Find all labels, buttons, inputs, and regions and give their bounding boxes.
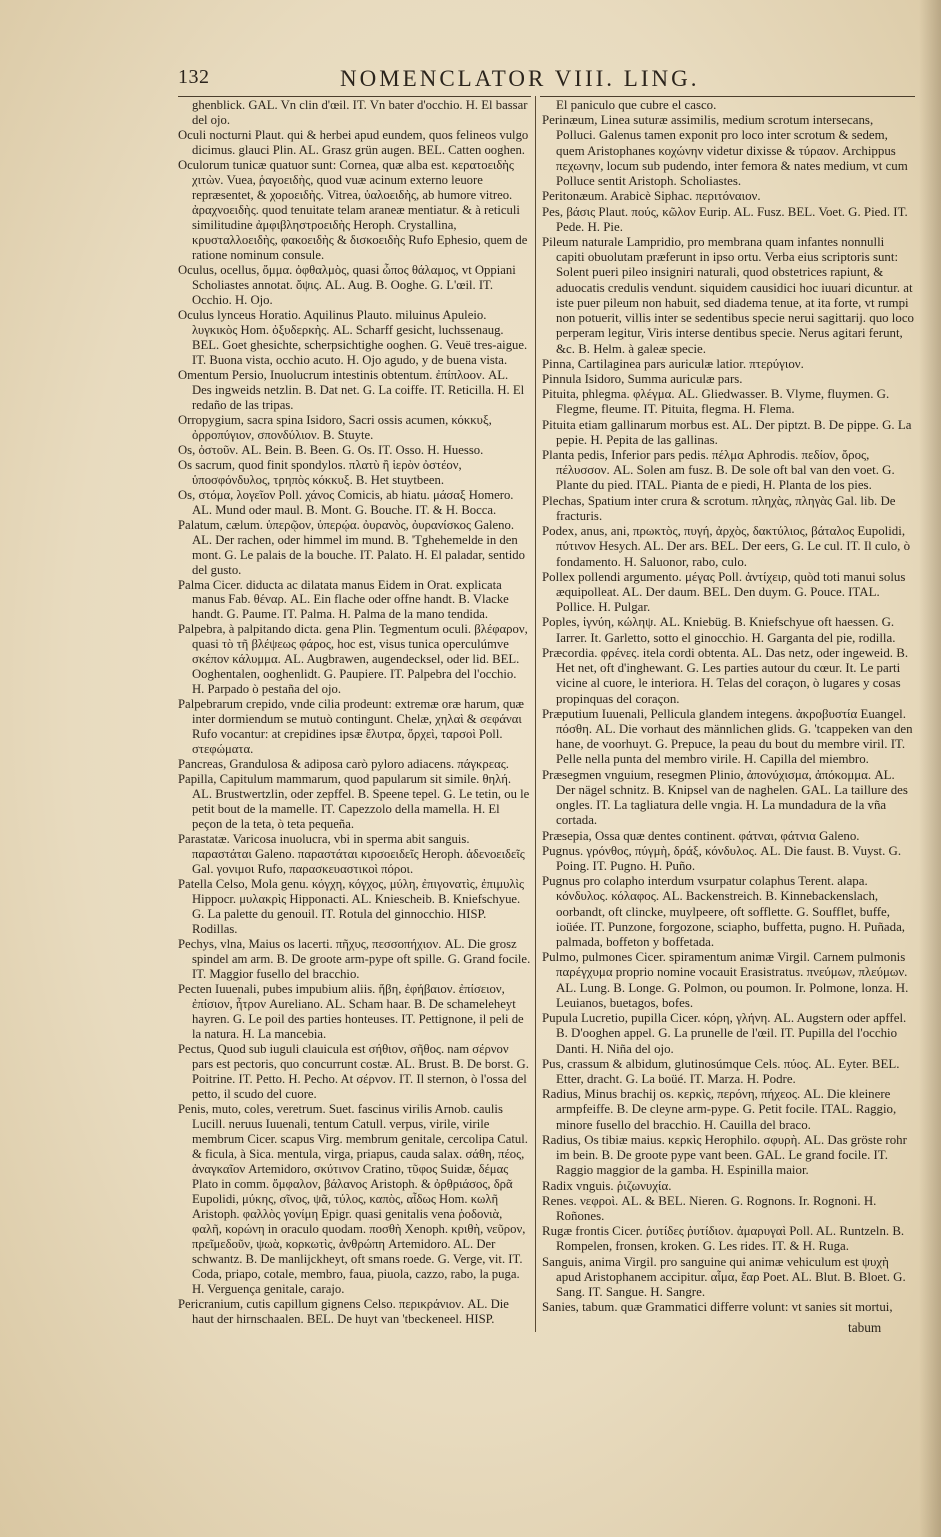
dictionary-entry: Pulmo, pulmones Cicer. spiramentum animæ Virgil. Carnem pulmonis παρέγχυμα proprio nomine vocauit Erasistratus. πνεύμων, πλεύμων. AL. Lung. B. Longe. G. Polmon, ou poumon. Ir. Polmone, lonza. H. Leuianos, buetagos, bofes. — [542, 950, 909, 1010]
dictionary-entry: Præputium Iuuenali, Pellicula glandem integens. ἀκροβυστία Euangel. πόσθη. AL. Die vorhaut des männlichen glids. G. 'tcappeken van den hane, de voorhuyt. G. Prepuce, la peau du bout du membre viril. IT. Pelle nella punta del membro virile. H. Capilla del miembro. — [542, 706, 913, 767]
dictionary-entry: Pituita, phlegma. φλέγμα. AL. Gliedwasser. B. Vlyme, fluymen. G. Flegme, fleume. IT. Pituita, flegma. H. Flema. — [542, 387, 890, 417]
dictionary-entry: Plechas, Spatium inter crura & scrotum. πληχὰς, πληγὰς Gal. lib. De fracturis. — [542, 493, 896, 523]
header-rule-left — [178, 96, 531, 97]
right-column — [542, 98, 914, 1316]
dictionary-entry: Podex, anus, ani, πρωκτὸς, πυγή, ἀρχὸς, δακτύλιος, βάταλος Eupolidi, πύτινον Hesych. AL. Der ars. BEL. Der eers, G. Le cul. IT. Il culo, ò fondamento. H. Saluonor, rabo, culo. — [542, 524, 911, 569]
dictionary-entry: Pupula Lucretio, pupilla Cicer. κόρη, γλήνη. AL. Augstern oder apffel. B. D'ooghen appel. G. La prunelle de l'œil. IT. Pupilla del l'occhio Danti. H. Niña del ojo. — [542, 1011, 907, 1056]
dictionary-entry: Sanies, tabum. quæ Grammatici differre volunt: vt sanies sit mortui, — [542, 1300, 893, 1315]
header-rule-right — [540, 96, 915, 97]
dictionary-entry: Poples, ἰγνύη, κώληψ. AL. Kniebüg. B. Kniefschyue oft haessen. G. Iarrer. It. Garletto, sotto el ginocchio. H. Garganta del pie, rodilla. — [542, 615, 896, 645]
page-number: 132 — [178, 66, 210, 88]
column-divider — [535, 96, 536, 1332]
dictionary-entry: ghenblick. GAL. Vn clin d'œil. IT. Vn bater d'occhio. H. El bassar del ojo. — [192, 98, 528, 127]
dictionary-entry: Pechys, vlna, Maius os lacerti. πῆχυς, πεσσοπήχιον. AL. Die grosz spindel am arm. B. De groote arm-pype oft spille. G. Grand focile. IT. Maggior fusello del bracchio. — [178, 937, 531, 982]
running-head — [178, 66, 918, 100]
dictionary-entry: Rugæ frontis Cicer. ῥυτίδες ῥυτίδιον. ἀμαρυγαὶ Poll. AL. Runtzeln. B. Rompelen, fronsen, kroken. G. Les rides. IT. & H. Ruga. — [542, 1224, 905, 1254]
dictionary-entry: Planta pedis, Inferior pars pedis. πέλμα Aphrodis. πεδίον, ὄρος, πέλυσσον. AL. Solen am fusz. B. De sole oft bal van den voet. G. Plante du pied. ITAL. Pianta de e piedi, H. Planta de los pies. — [542, 448, 895, 493]
dictionary-entry: Pericranium, cutis capillum gignens Celso. περικράνιον. AL. Die haut der hirnschaalen. BEL. De huyt van 'tbeckeneel. HISP. — [178, 1296, 509, 1326]
dictionary-entry: Oculus, ocellus, ὄμμα. ὀφθαλμὸς, quasi ὦπος θάλαμος, vt Oppiani Scholiastes annotat. ὄψις. AL. Aug. B. Ooghe. G. L'œil. IT. Occhio. H. Ojo. — [178, 262, 516, 307]
dictionary-entry: El paniculo que cubre el casco. — [556, 98, 717, 112]
page-edge-shadow — [919, 0, 941, 1537]
dictionary-entry: Papilla, Capitulum mammarum, quod papularum sit simile. θηλή. AL. Brustwertzlin, oder zepffel. B. Speene tepel. G. Le tetin, ou le petit bout de la mamelle. IT. Capezzolo della mamella. H. El peçon de la teta, ò teta pequeña. — [178, 772, 530, 832]
dictionary-entry: Renes. νεφροὶ. AL. & BEL. Nieren. G. Rognons. Ir. Rognoni. H. Roñones. — [542, 1193, 877, 1223]
dictionary-entry: Palpebra, à palpitando dicta. gena Plin. Tegmentum oculi. βλέφαρον, quasi τὸ τῆ βλέψεως φάρος, hoc est, visus tunica operculúmve σκέπον κάλυμμα. AL. Augbrawen, augendecksel, oder lid. BEL. Ooghentalen, ooghenlidt. G. Paupiere. IT. Palpebra del l'occhio. H. Parpado ò pestaña del ojo. — [178, 622, 528, 697]
dictionary-entry: Pinnula Isidoro, Summa auriculæ pars. — [542, 371, 743, 386]
dictionary-entry: Oculorum tunicæ quatuor sunt: Cornea, quæ alba est. κερατοειδὴς χιτὼν. Vuea, ῥαγοειδὴς, quod vuæ acinum externo leuore repræsentet, & χοροειδὴς. Vitrea, ὑαλοειδὴς, ab humore vitreo. ἀραχνοειδὴς. quod tenuitate telam araneæ mentiatur. & à reticuli similitudine ἀμφιβληστροειδὴς Heroph. Crystallina, κρυσταλλοειδὴς, φακοειδὴς & δισκοειδὴς Rufo Ephesio, quem de ratione nominum consule. — [178, 157, 528, 262]
dictionary-entry: Radius, Minus brachij os. κερκὶς, περόνη, πήχεος. AL. Die kleinere armpfeiffe. B. De cleyne arm-pype. G. Petit focile. ITAL. Raggio, minore fusello del bracchio. H. Cauilla del braco. — [542, 1087, 897, 1132]
dictionary-entry: Pinna, Cartilaginea pars auriculæ latior. πτερύγιον. — [542, 356, 804, 371]
dictionary-entry: Radius, Os tibiæ maius. κερκὶς Herophilo. σφυρὴ. AL. Das gröste rohr im bein. B. De groote pype vant been. GAL. Le grand focile. IT. Raggio maggior de la gamba. H. Espinilla maior. — [542, 1132, 907, 1178]
dictionary-entry: Omentum Persio, Inuolucrum intestinis obtentum. ἐπίπλοον. AL. Des ingweids netzlin. B. Dat net. G. La coiffe. IT. Reticilla. H. El redaño de las tripas. — [178, 367, 525, 412]
dictionary-entry: Pus, crassum & albidum, glutinosúmque Cels. πύος. AL. Eyter. BEL. Etter, dracht. G. La boüé. IT. Marza. H. Podre. — [542, 1056, 900, 1086]
dictionary-entry: Penis, muto, coles, veretrum. Suet. fascinus virilis Arnob. caulis Lucill. neruus Iuuenali, tentum Catull. verpus, virile, virile membrum Cicer. scapus Virg. membrum genitale, cercolipa Catul. & ficula, à Sica. mentula, virga, priapus, cauda salax. σάθη, πέος, ἀναγκαῖον Artemidoro, σκύτινον Cratino, τῦφος Suidæ, δέμας Plato in comm. ὄμφαλον, βάλανος Aristoph. & ὀρθριάσος, δρᾶ Eupolidi, μύκης, σῖνος, ψᾶ, τύλος, καπὸς, αἶδως Hom. κωλῆ Aristoph. φαλλὸς γονίμη Epigr. quasi genitalis vena ῥοδονιὰ, φαλῆ, κορώνη in oraculo quodam. ποσθὴ Xenoph. κριθὴ, νεῦρον, πρεῖμεδοῦν, ψωὰ, κορκωτὶς, ἀνθρώπη Artemidoro. AL. Der schwantz. B. De manlijckheyt, oft smans roede. G. Verge, vit. IT. Coda, priapo, cotale, membro, faua, piuola, cazzo, rabo, la puga. H. Verguença genitale, carajo. — [178, 1101, 528, 1296]
dictionary-entry: Pituita etiam gallinarum morbus est. AL. Der piptzt. B. De pippe. G. La pepie. H. Pepita de las gallinas. — [542, 417, 912, 447]
dictionary-entry: Palatum, cælum. ὑπερῷον, ὑπερῴα. ὀυρανὸς, ὀυρανίσκος Galeno. AL. Der rachen, oder himmel im mund. B. 'Tghehemelde in den mont. G. Le palais de la bouche. IT. Palato. H. El paladar, sentido del gusto. — [178, 517, 525, 577]
dictionary-entry: Præsepia, Ossa quæ dentes continent. φάτναι, φάτνια Galeno. — [542, 828, 860, 843]
dictionary-entry: Sanguis, anima Virgil. pro sanguine qui animæ vehiculum est ψυχὴ apud Aristophanem accipitur. αἷμα, ἔαρ Poet. AL. Blut. B. Bloet. G. Sang. IT. Sangue. H. Sangre. — [542, 1254, 906, 1300]
dictionary-entry: Præcordia. φρένες. itela cordi obtenta. AL. Das netz, oder ingeweid. B. Het net, oft d'inghewant. G. Les parties autour du cœur. It. Le parti vicine al cuore, le interiora. H. Telas del coraçon, ò lugares y cosas propinquas del coraçon. — [542, 645, 909, 706]
dictionary-entry: Pancreas, Grandulosa & adiposa carò pyloro adiacens. πάγκρεας. — [178, 757, 509, 772]
dictionary-entry: Palma Cicer. diducta ac dilatata manus Eidem in Orat. explicata manus Fab. θέναρ. AL. Ein flache oder offne handt. B. Vlacke handt. G. Paume. IT. Palma. H. Palma de la mano tendida. — [178, 577, 509, 622]
dictionary-entry: Palpebrarum crepido, vnde cilia prodeunt: extremæ oræ harum, quæ inter dormiendum se mutuò contingunt. Chelæ, χηλαὶ & σεφάναι Rufo vocantur: at crepidines ipsæ ἔλυτρα, ὄρχεὶ, ταρσοὶ Poll. στεφώματα. — [178, 697, 524, 757]
dictionary-entry: Præsegmen vnguium, resegmen Plinio, ἀπονύχισμα, ἀπόκομμα. AL. Der nägel schnitz. B. Knipsel van de naghelen. GAL. La taillure des ongles. IT. La tagliatura delle vngia. H. La mundadura de la vña cortada. — [542, 767, 908, 828]
dictionary-entry: Pectus, Quod sub iuguli clauicula est σήθιον, σῆθος. nam σέρνον pars est pectoris, quo concurrunt costæ. AL. Brust. B. De borst. G. Poitrine. IT. Petto. H. Pecho. At σέρνον. IT. Il sternon, ò l'ossa del petto, il scudo del cuore. — [178, 1042, 529, 1101]
dictionary-entry: Patella Celso, Mola genu. κόγχη, κόγχος, μύλη, ἐπιγονατὶς, ἐπιμυλὶς Hippocr. μυλακρὶς Hipponacti. AL. Kniescheib. B. Kniefschyue. G. La palette du genouil. IT. Rotula del ginnocchio. HISP. Rodillas. — [178, 877, 524, 937]
dictionary-entry: Radix vnguis. ῥιζωνυχία. — [542, 1178, 672, 1193]
dictionary-entry: Oculi nocturni Plaut. qui & herbei apud eundem, quos felineos vulgo dicimus. glauci Plin. AL. Grasz grün augen. BEL. Catten ooghen. — [178, 127, 529, 157]
dictionary-entry: Pecten Iuuenali, pubes impubium aliis. ἥβη, ἐφήβαιον. ἐπίσειον, ἐπίσιον, ἦτρον Aureliano. AL. Scham haar. B. De schameleheyt hayren. G. Le poil des parties honteuses. IT. Pettignone, il peli de la natura. H. La mancebia. — [178, 982, 524, 1042]
dictionary-entry: Os sacrum, quod finit spondylos. πλατὺ ἢ ἱερὸν ὀστέον, ὑποσφόνδυλος, τρηπὸς κόκκυξ. B. Het stuytbeen. — [178, 457, 462, 487]
left-column — [178, 98, 531, 1327]
dictionary-entry: Peritonæum. Arabicè Siphac. περιτόναιον. — [542, 189, 761, 204]
dictionary-entry: Pollex pollendi argumento. μέγας Poll. ἀντίχειρ, quòd toti manui solus æquipolleat. AL. Der daum. BEL. Den duym. G. Pouce. ITAL. Pollice. H. Pulgar. — [542, 569, 906, 615]
catchword: tabum — [848, 1320, 882, 1335]
dictionary-entry: Os, ὀστοῦν. AL. Bein. B. Been. G. Os. IT. Osso. H. Huesso. — [178, 442, 484, 457]
dictionary-entry: Pileum naturale Lampridio, pro membrana quam infantes nonnulli capiti obuolutam præferunt in ipso ortu. Verba eius scriptoris sunt: Solent pueri pileo insigniri naturali, quod obstetrices rapiunt, & aduocatis credulis vendunt. siquidem causidici hoc iuuari dicuntur. at iste puer pileum non habuit, sed diadema tenue, at ita forte, vt rumpi non potuerit, villis inter se sedentibus specie nerui sagittarij. quo loco perperam legitur, Viris interse dentibus specie. Nerus agitari ferunt, &c. B. Helm. à galeæ specie. — [542, 234, 914, 356]
dictionary-entry: Pes, βάσις Plaut. πούς, κῶλον Eurip. AL. Fusz. BEL. Voet. G. Pied. IT. Pede. H. Pie. — [542, 204, 908, 234]
dictionary-entry: Pugnus. γρόνθος, πύγμὴ, δράξ, κόνδυλος. AL. Die faust. B. Vuyst. G. Poing. IT. Pugno. H. Puño. — [542, 843, 902, 873]
dictionary-entry: Parastatæ. Varicosa inuolucra, vbi in sperma abit sanguis. παραστάται Galeno. παραστάται κιρσοειδεῖς Heroph. ἀδενοειδεῖς Gal. γονιμοι Rufo, παρασκευαστικοὶ πόροι. — [178, 832, 525, 877]
dictionary-entry: Oculus lynceus Horatio. Aquilinus Plauto. miluinus Apuleio. λυγκικὸς Hom. ὀξυδερκὴς. AL. Scharff gesicht, luchssenaug. BEL. Goet ghesichte, scherpsichtighe ooghen. G. Veuë tres-aigue. IT. Buona vista, occhio acuto. H. Ojo agudo, y de buena vista. — [178, 307, 528, 367]
page-title: NOMENCLATOR VIII. LING. — [340, 66, 700, 91]
dictionary-entry: Os, στόμα, λογεῖον Poll. χάνος Comicis, ab hiatu. μάσαξ Homero. AL. Mund oder maul. B. Mont. G. Bouche. IT. & H. Bocca. — [178, 487, 514, 517]
dictionary-entry: Orropygium, sacra spina Isidoro, Sacri ossis acumen, κόκκυξ, ὀρροπύγιον, σπονδύλιον. B. Stuyte. — [178, 412, 492, 442]
dictionary-entry: Pugnus pro colapho interdum vsurpatur colaphus Terent. alapa. κόνδυλος. κόλαφος. AL. Backenstreich. B. Kinnebackenslach, oorbandt, oft clincke, muylpeere, oft sofflette. G. Soufflet, buffe, ioüée. IT. Punzone, forgozone, sciapho, buffetta, pugno. H. Puñada, palmada, boffeton y boffetada. — [542, 874, 906, 950]
dictionary-entry: Perinæum, Linea suturæ assimilis, medium scrotum intersecans, Polluci. Galenus tamen exponit pro loco inter scrotum & sedem, quem Aristophanes κοχώνην videtur dixisse & τύραον. Archippus πεχωνην, locum sub pudendo, inter femora & nates medium, vt cum Polluce sentit Aristoph. Scholiastes. — [542, 113, 908, 189]
